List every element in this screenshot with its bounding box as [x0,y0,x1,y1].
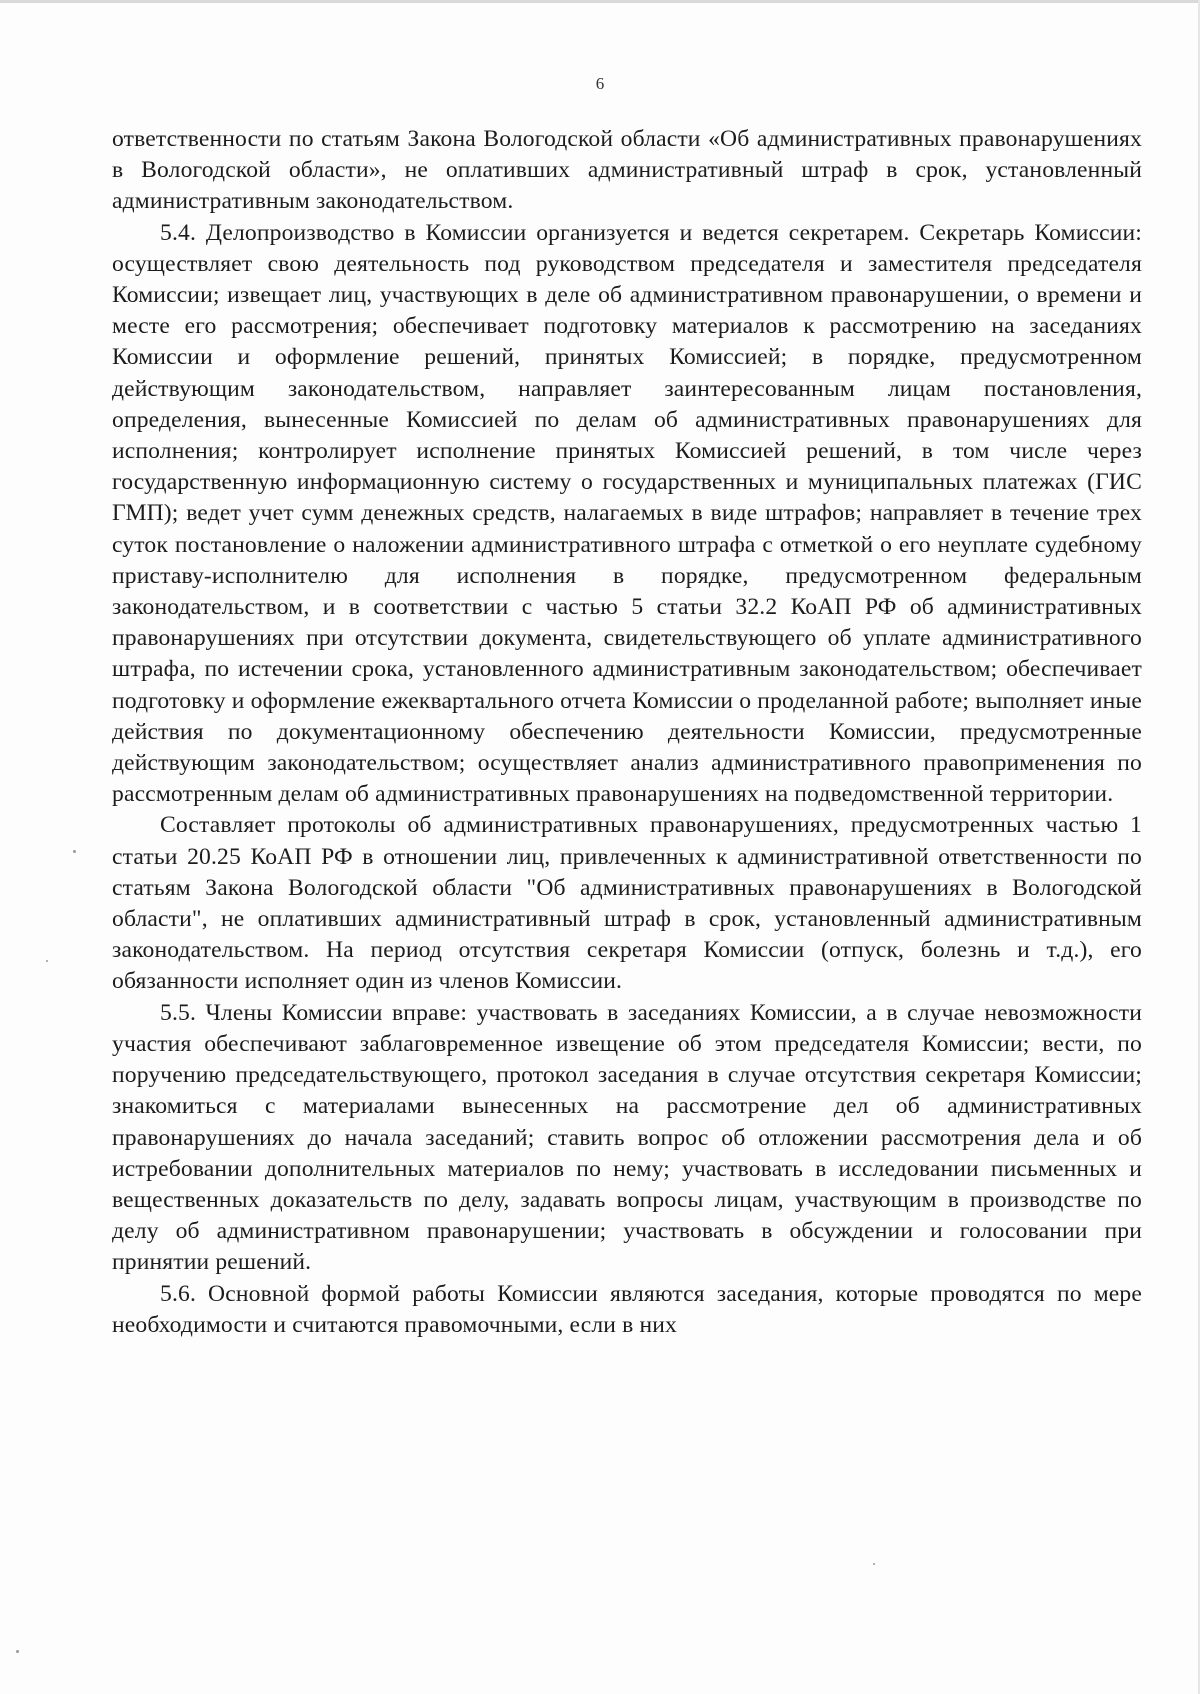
scan-speck [73,850,76,853]
paragraph-5-6: 5.6. Основной формой работы Комиссии являются заседания, которые проводятся по мере необходимости и считаются правомочными, если в них [112,1280,1142,1338]
scan-speck [46,960,48,962]
scan-speck [16,1650,19,1653]
paragraph-continuation: ответственности по статьям Закона Вологодской области «Об административных правонарушениях в Вологодской области», не оплативших административный штраф в срок, установленный административным законодательством. [112,126,1142,215]
scan-top-edge [0,0,1200,3]
paragraph-secretary-protocols: Составляет протоколы об административных правонарушениях, предусмотренных частью 1 статьи 20.25 КоАП РФ в отношении лиц, привлеченных к административной ответственности по статьям Закона Вологодской области "Об административных правонарушениях в Вологодской области", не оплативших административный штраф в срок, установленный административным законодательством. На период отсутствия секретаря Комиссии (отпуск, болезнь и т.д.), его обязанности исполняет один из членов Комиссии. [112,812,1142,995]
paragraph-5-5: 5.5. Члены Комиссии вправе: участвовать в заседаниях Комиссии, а в случае невозможности участия обеспечивают заблаговременное извещение об этом председателя Комиссии; вести, по поручению председательствующего, протокол заседания в случае отсутствия секретаря Комиссии; знакомиться с материалами вынесенных на рассмотрение дел об административных правонарушениях до начала заседаний; ставить вопрос об отложении рассмотрения дела и об истребовании дополнительных материалов по нему; участвовать в исследовании письменных и вещественных доказательств по делу, задавать вопросы лицам, участвующим в производстве по делу об административном правонарушении; участвовать в обсуждении и голосовании при принятии решений. [112,999,1142,1276]
scan-speck [873,1563,875,1565]
paragraph-5-4: 5.4. Делопроизводство в Комиссии организуется и ведется секретарем. Секретарь Комиссии: осуществляет свою деятельность под руководством председателя и заместителя председателя Комиссии; извещает лиц, участвующих в деле об административном правонарушении, о времени и месте его рассмотрения; обеспечивает подготовку материалов к рассмотрению на заседаниях Комиссии и оформление решений, принятых Комиссией; в порядке, предусмотренном действующим законодательством, направляет заинтересованным лицам постановления, определения, вынесенные Комиссией по делам об административных правонарушениях для исполнения; контролирует исполнение принятых Комиссией решений, в том числе через государственную информационную систему о государственных и муниципальных платежах (ГИС ГМП); ведет учет сумм денежных средств, налагаемых в виде штрафов; направляет в течение трех суток постановление о наложении административного штрафа с отметкой о его неуплате судебному приставу-исполнителю для исполнения в порядке, предусмотренном федеральным законодательством, и в соответствии с частью 5 статьи 32.2 КоАП РФ об административных правонарушениях при отсутствии документа, свидетельствующего об уплате административного штрафа, по истечении срока, установленного административным законодательством; обеспечивает подготовку и оформление ежеквартального отчета Комиссии о проделанной работе; выполняет иные действия по документационному обеспечению деятельности Комиссии, предусмотренные действующим законодательством; осуществляет анализ административного правоприменения по рассмотренным делам об административных правонарушениях на подведомственной территории. [112,219,1142,808]
document-body [112,124,1142,1341]
page-number: 6 [595,74,605,93]
